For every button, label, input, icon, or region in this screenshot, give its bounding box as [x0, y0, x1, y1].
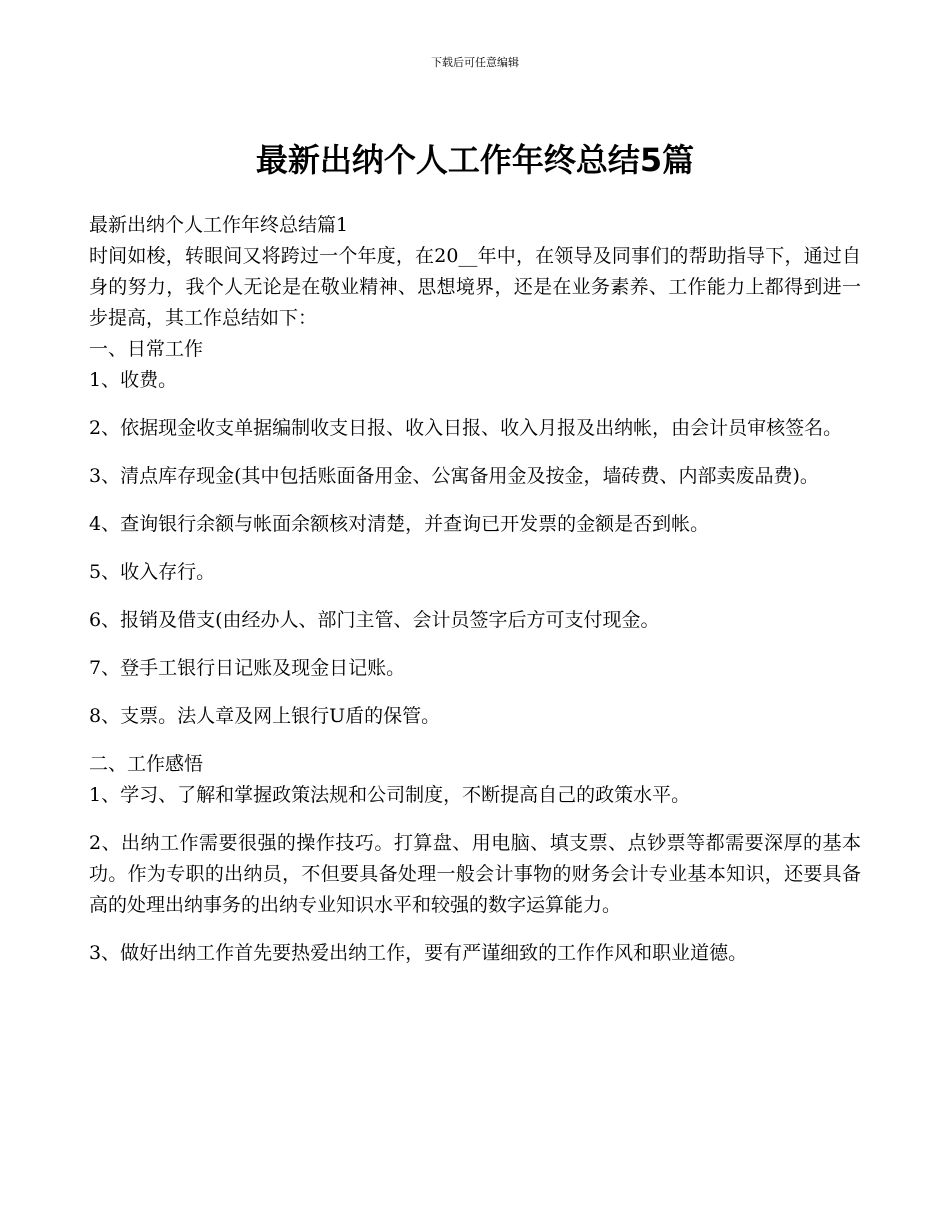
list-item: 4、查询银行余额与帐面余额核对清楚，并查询已开发票的金额是否到帐。 [89, 513, 710, 535]
list-item: 7、登手工银行日记账及现金日记账。 [89, 657, 406, 679]
list-item: 1、学习、了解和掌握政策法规和公司制度，不断提高自己的政策水平。 [89, 784, 691, 806]
list-item: 5、收入存行。 [89, 561, 216, 583]
section-heading-work-insights: 二、工作感悟 [89, 753, 204, 775]
section-heading-daily-work: 一、日常工作 [89, 338, 204, 360]
intro-paragraph: 时间如梭，转眼间又将跨过一个年度，在20__年中，在领导及同事们的帮助指导下，通过自身的努力，我个人无论是在敬业精神、思想境界，还是在业务素养、工作能力上都得到进一步提高，其工作总结如下： [89, 245, 861, 329]
list-item: 2、出纳工作需要很强的操作技巧。打算盘、用电脑、填支票、点钞票等都需要深厚的基本功。作为专职的出纳员，不但要具备处理一般会计事物的财务会计专业基本知识，还要具备高的处理出纳事务的出纳专业知识水平和较强的数字运算能力。 [89, 832, 861, 916]
list-item: 8、支票。法人章及网上银行U盾的保管。 [89, 705, 441, 727]
section-subtitle: 最新出纳个人工作年终总结篇1 [89, 214, 349, 236]
list-item: 1、收费。 [89, 369, 178, 391]
document-title: 最新出纳个人工作年终总结5篇 [255, 141, 695, 179]
list-item: 6、报销及借支(由经办人、部门主管、会计员签字后方可支付现金。 [89, 609, 660, 631]
page-header: 下载后可任意编辑 [431, 56, 519, 69]
list-item: 3、清点库存现金(其中包括账面备用金、公寓备用金及按金，墙砖费、内部卖废品费)。 [89, 465, 819, 487]
list-item: 3、做好出纳工作首先要热爱出纳工作，要有严谨细致的工作作风和职业道德。 [89, 942, 748, 964]
document-body [89, 210, 861, 969]
list-item: 2、依据现金收支单据编制收支日报、收入日报、收入月报及出纳帐，由会计员审核签名。 [89, 417, 843, 439]
